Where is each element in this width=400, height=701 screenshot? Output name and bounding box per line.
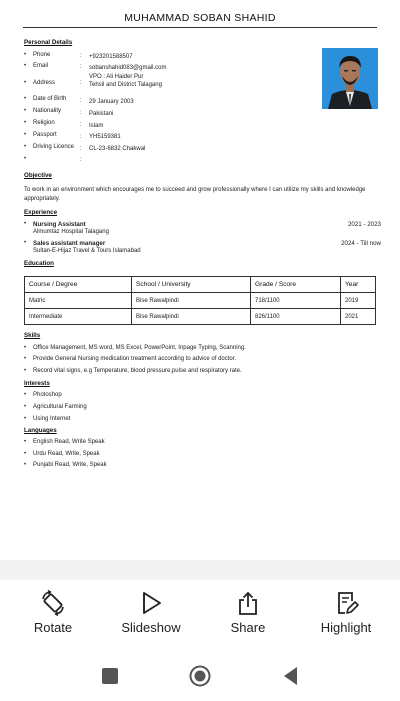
- table-cell: Intermediate: [25, 309, 132, 325]
- email-value: sobanshahid083@gmail.com: [89, 65, 167, 71]
- bullet: •: [24, 392, 27, 398]
- interest-text: Photoshop: [33, 392, 62, 398]
- nationality-label: Nationality: [33, 108, 62, 114]
- bullet: •: [24, 52, 27, 58]
- table-cell: 2019: [341, 293, 376, 309]
- rotate-icon: [40, 590, 66, 616]
- address-label: Address: [33, 80, 56, 86]
- religion-label: Religion: [33, 120, 55, 126]
- bullet: •: [24, 63, 27, 69]
- bullet: •: [24, 240, 27, 246]
- bullet: •: [24, 156, 27, 162]
- profile-photo: [322, 48, 378, 109]
- interest-text: Agricultural Farming: [33, 404, 87, 410]
- job-period: 2021 - 2023: [347, 221, 381, 228]
- job-org: Sultan-E-Hijaz Travel & Tours Islamabad: [33, 248, 141, 254]
- objective-text: To work in an environment which encourages me to succeed and grow professionally where I can utilize my skills and knowledge appropriately.: [24, 187, 366, 202]
- column-header: Grade / Score: [251, 277, 341, 293]
- viewer-separator: [0, 560, 400, 580]
- language-text: Urdu Read, Write, Speak: [33, 451, 100, 457]
- column-header: School / University: [132, 277, 251, 293]
- job-title: Sales assistant manager: [33, 240, 106, 247]
- interest-text: Using Internet: [33, 416, 71, 422]
- phone-label: Phone: [33, 52, 51, 58]
- email-label: Email: [33, 63, 49, 69]
- bullet: •: [24, 451, 27, 457]
- colon: :: [80, 122, 82, 128]
- rotate-button[interactable]: [13, 590, 93, 635]
- colon: :: [80, 80, 82, 86]
- table-header-row: [25, 277, 376, 293]
- highlight-label: Highlight: [320, 620, 372, 635]
- language-text: Punjabi Read, Write, Speak: [33, 462, 107, 468]
- share-icon: [235, 590, 261, 616]
- column-header: Year: [341, 277, 376, 293]
- bullet: •: [24, 132, 27, 138]
- rotate-label: Rotate: [33, 620, 73, 635]
- share-button[interactable]: [208, 590, 288, 635]
- skill-text: Office Management, MS word, MS Excel, PowerPoint, Inpage Typing, Scanning.: [33, 345, 246, 351]
- play-icon: [138, 590, 164, 616]
- back-button[interactable]: [282, 666, 298, 686]
- colon: :: [80, 53, 82, 59]
- bullet: •: [24, 439, 27, 445]
- table-cell: 2021: [341, 309, 376, 325]
- objective-heading: Objective: [24, 172, 52, 179]
- colon: :: [80, 146, 82, 152]
- home-button[interactable]: [189, 665, 211, 687]
- skills-heading: Skills: [24, 332, 41, 339]
- bullet: •: [24, 144, 27, 150]
- bullet: •: [24, 221, 27, 227]
- colon: :: [80, 134, 82, 140]
- bullet: •: [24, 345, 27, 351]
- bullet: •: [24, 356, 27, 362]
- table-cell: Bise Rawalpindi: [132, 309, 251, 325]
- education-heading: Education: [24, 260, 54, 267]
- viewer-toolbar: [0, 580, 400, 650]
- table-row: [25, 293, 376, 309]
- highlight-button[interactable]: [306, 590, 386, 635]
- religion-value: Islam: [89, 123, 104, 129]
- job-org: Almumtaz Hospital Talagang: [33, 229, 109, 235]
- table-cell: Bise Rawalpindi: [132, 293, 251, 309]
- licence-label: Driving Licence: [33, 144, 75, 150]
- recent-apps-button[interactable]: [102, 668, 118, 684]
- bullet: •: [24, 80, 27, 86]
- table-cell: 718/1100: [251, 293, 341, 309]
- colon: :: [80, 64, 82, 70]
- table-cell: 826/1100: [251, 309, 341, 325]
- education-table: [24, 276, 376, 325]
- system-nav-bar: [0, 652, 400, 701]
- personal-details-heading: Personal Details: [24, 39, 73, 46]
- resume-name: MUHAMMAD SOBAN SHAHID: [124, 12, 276, 24]
- colon: :: [80, 98, 82, 104]
- bullet: •: [24, 120, 27, 126]
- bullet: •: [24, 416, 27, 422]
- address-line-1: VPO : Ali Haider Pur: [89, 74, 144, 80]
- title-divider: [23, 27, 377, 28]
- job-title: Nursing Assistant: [33, 221, 86, 228]
- passport-value: YH5159381: [89, 134, 121, 140]
- nationality-value: Pakistani: [89, 111, 114, 117]
- passport-label: Passport: [33, 132, 57, 138]
- bullet: •: [24, 368, 27, 374]
- column-header: Course / Degree: [25, 277, 132, 293]
- table-row: [25, 309, 376, 325]
- table-cell: Matric: [25, 293, 132, 309]
- bullet: •: [24, 462, 27, 468]
- skill-text: Record vital signs, e.g Temperature, blood pressure,pulse and respiratory rate.: [33, 368, 242, 374]
- slideshow-label: Slideshow: [121, 620, 181, 635]
- home-icon: [189, 665, 211, 687]
- phone-value: +923201588507: [89, 54, 133, 60]
- bullet: •: [24, 108, 27, 114]
- colon: :: [80, 110, 82, 116]
- dob-value: 29 January 2003: [89, 99, 134, 105]
- bullet: •: [24, 404, 27, 410]
- experience-heading: Experience: [24, 209, 58, 216]
- colon: :: [80, 157, 82, 163]
- interests-heading: Interests: [24, 380, 50, 387]
- back-icon: [282, 666, 298, 686]
- highlight-icon: [333, 590, 359, 616]
- licence-value: CL-23-6832 Chakwal: [89, 146, 146, 152]
- job-period: 2024 - Till now: [341, 240, 381, 247]
- language-text: English Read, Write Speak: [33, 439, 105, 445]
- address-line-2: Tehsil and District Talagang: [89, 82, 162, 88]
- share-label: Share: [230, 620, 266, 635]
- languages-heading: Languages: [24, 427, 57, 434]
- bullet: •: [24, 96, 27, 102]
- skill-text: Provide General Nursing medication treatment according to advice of doctor.: [33, 356, 237, 362]
- slideshow-button[interactable]: [111, 590, 191, 635]
- dob-label: Date of Birth: [33, 96, 67, 102]
